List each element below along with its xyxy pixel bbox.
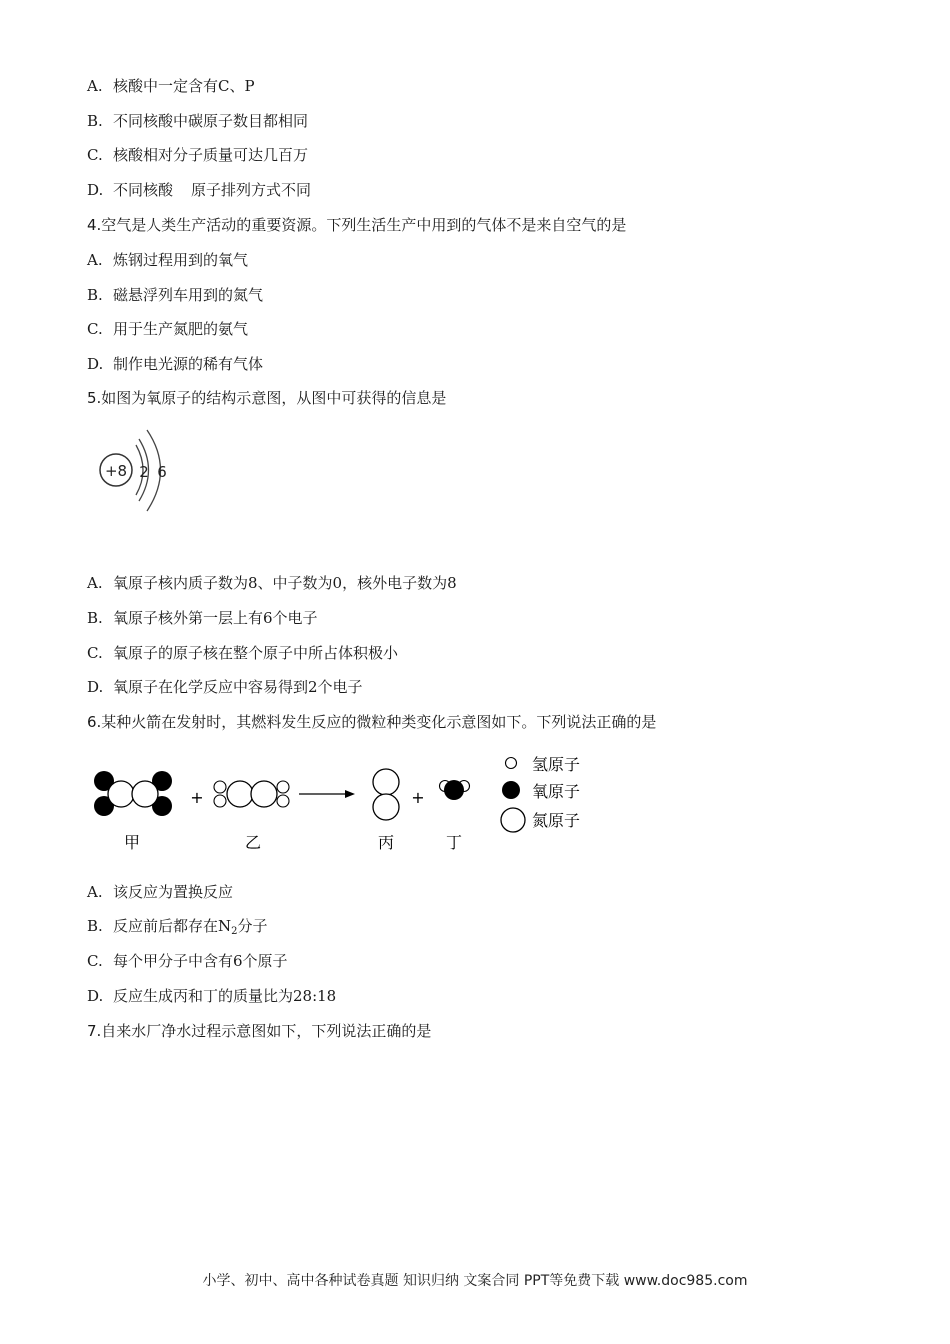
label-yi: 乙 <box>244 833 262 852</box>
oxygen-atom-structure-diagram <box>92 425 182 517</box>
plus-sign: + <box>190 788 204 807</box>
q4-option-a: A. 炼钢过程用到的氧气 <box>87 251 249 269</box>
q4-stem: 4.空气是人类生产活动的重要资源。下列生活生产中用到的气体不是来自空气的是 <box>87 216 627 234</box>
q5-option-a: A. 氧原子核内质子数为8、中子数为0，核外电子数为8 <box>87 574 457 592</box>
q3-option-b: B. 不同核酸中碳原子数目都相同 <box>87 112 309 130</box>
nucleus-charge: +8 <box>104 462 128 480</box>
molecule-jia <box>94 771 172 816</box>
legend-hydrogen: 氢原子 <box>532 755 581 774</box>
legend-oxygen: 氧原子 <box>532 782 581 801</box>
shell-1-electron-count: 2 <box>139 463 149 481</box>
plus-sign: + <box>411 788 425 807</box>
legend-nitrogen: 氮原子 <box>532 811 581 830</box>
q7-stem: 7.自来水厂净水过程示意图如下，下列说法正确的是 <box>87 1022 432 1040</box>
q4-option-b: B. 磁悬浮列车用到的氮气 <box>87 286 264 304</box>
small-hollow-circle-icon <box>506 758 517 769</box>
label-jia: 甲 <box>123 833 141 852</box>
q5-option-d: D. 氧原子在化学反应中容易得到2个电子 <box>87 678 363 696</box>
q3-option-a: A. 核酸中一定含有C、P <box>87 77 255 95</box>
q4-option-d: D. 制作电光源的稀有气体 <box>87 355 264 373</box>
q6-option-a: A. 该反应为置换反应 <box>87 883 234 901</box>
reaction-arrow <box>299 790 355 798</box>
q6-stem: 6.某种火箭在发射时，其燃料发生反应的微粒种类变化示意图如下。下列说法正确的是 <box>87 713 657 731</box>
molecule-yi <box>214 781 289 807</box>
q5-option-c: C. 氧原子的原子核在整个原子中所占体积极小 <box>87 644 399 662</box>
q3-option-c: C. 核酸相对分子质量可达几百万 <box>87 146 309 164</box>
reaction-particle-diagram <box>85 748 605 858</box>
legend <box>501 755 580 832</box>
q5-option-b: B. 氧原子核外第一层上有6个电子 <box>87 609 318 627</box>
shell-2-electron-count: 6 <box>157 463 167 481</box>
q6-option-d: D. 反应生成丙和丁的质量比为28:18 <box>87 987 337 1005</box>
label-bing: 丙 <box>377 833 395 852</box>
molecule-ding <box>440 780 470 800</box>
large-hollow-circle-icon <box>501 808 525 832</box>
q4-option-c: C. 用于生产氮肥的氨气 <box>87 320 249 338</box>
molecule-bing <box>373 769 399 820</box>
label-ding: 丁 <box>445 833 463 852</box>
q5-stem: 5.如图为氧原子的结构示意图，从图中可获得的信息是 <box>87 389 447 407</box>
q6-option-b: B. 反应前后都存在$N_2$分子 <box>87 917 268 937</box>
black-circle-icon <box>502 781 520 799</box>
q3-option-d: D. 不同核酸 原子排列方式不同 <box>87 181 312 199</box>
page-footer: 小学、初中、高中各种试卷真题 知识归纳 文案合同 PPT等免费下载 www.doc985.com <box>202 1273 748 1289</box>
q6-option-c: C. 每个甲分子中含有6个原子 <box>87 952 288 970</box>
